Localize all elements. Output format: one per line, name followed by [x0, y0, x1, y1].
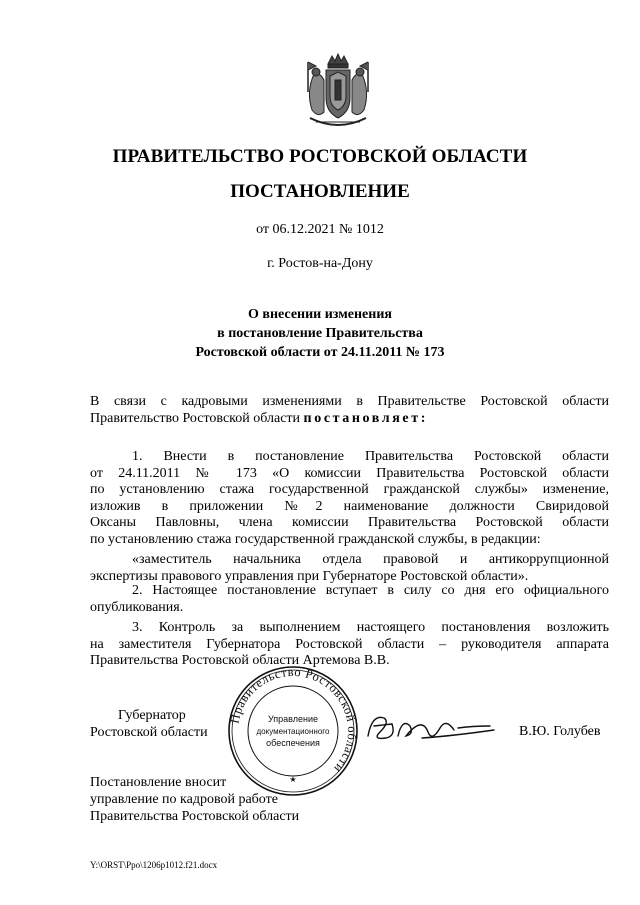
- signatory-title-line: Губернатор: [118, 708, 186, 723]
- handwritten-signature: [362, 706, 498, 752]
- document-date-number: от 06.12.2021 № 1012: [256, 222, 384, 237]
- government-name: ПРАВИТЕЛЬСТВО РОСТОВСКОЙ ОБЛАСТИ: [112, 146, 528, 167]
- item-3-paragraph: [90, 620, 609, 670]
- preamble-text: Правительство Ростовской области: [90, 410, 304, 426]
- stamp-star-icon: ★: [289, 775, 297, 784]
- item-1-quote: [90, 552, 609, 585]
- item-1-line: по установлению стажа государственной гражданской службы, в редакции:: [90, 531, 541, 547]
- stamp-ring-textpath: Правительство Ростовской области: [227, 664, 360, 776]
- item-1-line: 1. Внести в постановление Правительства Ростовской области: [132, 449, 609, 464]
- item-1-line: Оксаны Павловны, члена комиссии Правительства Ростовской области: [90, 515, 609, 530]
- preamble-paragraph: [90, 394, 609, 427]
- preamble-line: В связи с кадровыми изменениями в Правительстве Ростовской области: [90, 394, 609, 409]
- document-type: ПОСТАНОВЛЕНИЕ: [230, 181, 410, 202]
- item-3-line: 3. Контроль за выполнением настоящего постановления возложить: [132, 620, 609, 635]
- subject-line: О внесении изменения: [248, 307, 392, 322]
- document-city: г. Ростов-на-Дону: [267, 256, 373, 271]
- item-2-paragraph: [90, 583, 609, 616]
- submitted-by-line: Постановление вносит: [90, 775, 227, 790]
- subject-line: Ростовской области от 24.11.2011 № 173: [195, 345, 445, 360]
- document-subject: [0, 305, 640, 362]
- stamp-center-line: Управление: [267, 714, 319, 724]
- signatory-title-line: Ростовской области: [90, 725, 208, 740]
- item-1-paragraph: [90, 449, 609, 548]
- signer-name: В.Ю. Голубев: [519, 724, 601, 739]
- coat-of-arms-emblem: [302, 52, 374, 134]
- file-path: Y:\ORST\Ppo\1206p1012.f21.docx: [90, 860, 218, 870]
- item-1-line: изложив в приложении №2 наименование должности Свиридовой: [90, 498, 609, 514]
- resolution-verb: постановляет:: [303, 410, 428, 426]
- stamp-center-line: обеспечения: [266, 738, 320, 748]
- item-1-line: по установлению стажа государственной гражданской службы» изменение,: [90, 482, 609, 497]
- submitted-by-line: управление по кадровой работе: [90, 792, 278, 807]
- submitted-by-block: [90, 774, 299, 825]
- item-2-line: опубликования.: [90, 599, 184, 615]
- submitted-by-line: Правительства Ростовской области: [90, 809, 300, 824]
- item-1-line: от 24.11.2011 № 173 «О комиссии Правительства Ростовской области: [90, 465, 609, 481]
- subject-line: в постановление Правительства: [217, 326, 423, 341]
- quote-line: экспертизы правового управления при Губернаторе Ростовской области».: [90, 568, 529, 584]
- item-3-line: на заместителя Губернатора Ростовской области – руководителя аппарата: [90, 636, 609, 652]
- quote-line: «заместитель начальника отдела правовой и антикоррупционной: [132, 552, 609, 567]
- item-2-line: 2. Настоящее постановление вступает в силу со дня его официального: [132, 583, 609, 598]
- item-3-line: Правительства Ростовской области Артемова В.В.: [90, 653, 390, 668]
- stamp-center-line: документационного: [256, 727, 330, 736]
- preamble-line: [90, 411, 609, 428]
- signatory-title: [90, 707, 208, 741]
